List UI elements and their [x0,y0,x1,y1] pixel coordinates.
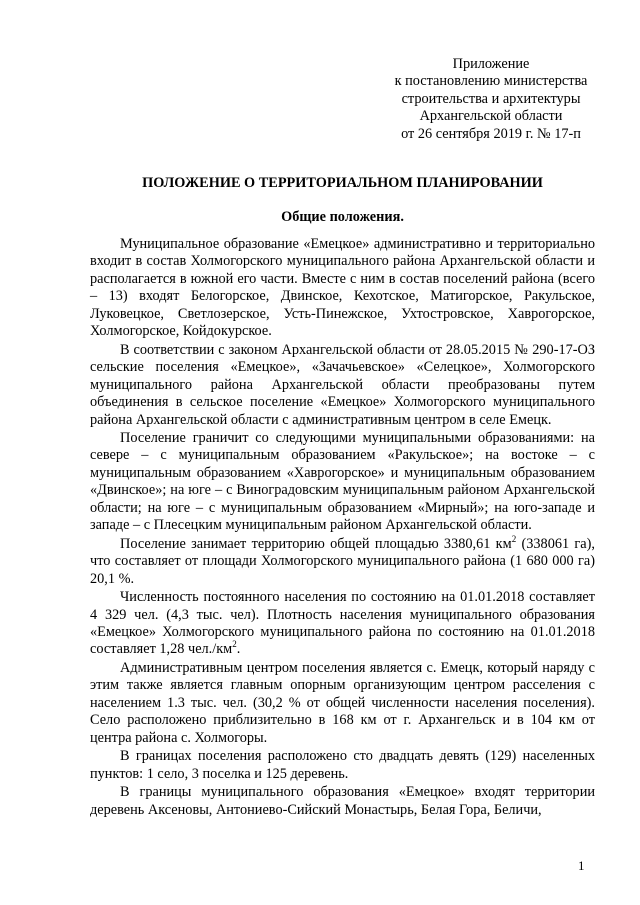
superscript: 2 [511,533,517,544]
appendix-line: Приложение [452,56,530,72]
paragraph: Муниципальное образование «Емецкое» административно и территориально входит в состав Холмогорского муниципального района Архангельской области и располагается в южной его части. Вместе с ним в состав поселений района (всего – 13) входят Белогорское, Двинское, Кехотское, Матигорское, Ракульское, Луковецкое, Светлозерское, Усть-Пинежское, Ухтостровское, Хаврогорское, Холмогорское, Койдокурское. [90,236,595,340]
paragraph: В границах поселения расположено сто двадцать девять (129) населенных пунктов: 1 село, 3 поселка и 125 деревень. [90,748,595,782]
document-title: ПОЛОЖЕНИЕ О ТЕРРИТОРИАЛЬНОМ ПЛАНИРОВАНИИ [142,175,543,191]
page-number: 1 [578,858,585,873]
section-heading: Общие положения. [281,209,404,225]
document-body [90,236,595,819]
paragraph: Административным центром поселения является с. Емецк, который наряду с этим также является главным опорным организующим центром расселения с населением 1.3 тыс. чел. (30,2 % от общей численности населения поселения). Село расположено приблизительно в 168 км от г. Архангельск и в 104 км от центра района с. Холмогоры. [90,659,595,746]
area-text: Поселение занимает территорию общей площадью 3380,61 км [120,535,512,552]
appendix-header [380,56,602,143]
paragraph-area [90,533,595,588]
population-text: Численность постоянного населения по состоянию на 01.01.2018 составляет 4 329 чел. (4,3 тыс. чел). Плотность населения муниципального образования «Емецкое» Холмогорского муниципального района по состоянию на 01.01.2018 составляет 1,28 чел./км [90,589,595,658]
paragraph: Поселение граничит со следующими муниципальными образованиями: на севере – с муниципальным образованием «Ракульское»; на востоке – с муниципальным образованием «Хаврогорское» и муниципальным образованием «Двинское»; на юге – с Виноградовским муниципальным районом Архангельской области; на юге – с муниципальным образованием «Мирный»; на юго-западе и западе – с Плесецким муниципальным районом Архангельской области. [90,429,595,534]
superscript: 2 [232,639,237,650]
paragraph: В границы муниципального образования «Емецкое» входят территории деревень Аксеновы, Антониево-Сийский Монастырь, Белая Гора, Беличи, [90,784,595,818]
paragraph-population [90,589,595,659]
appendix-line: Архангельской области [419,108,563,125]
appendix-line: от 26 сентября 2019 г. № 17-п [401,125,581,142]
area-text-cont: (338061 га), что составляет от площади Холмогорского муниципального района (1 680 000 га) 20,1 %. [90,535,595,587]
paragraph: В соответствии с законом Архангельской области от 28.05.2015 № 290-17-ОЗ сельские поселения «Емецкое», «Зачачьевское» «Селецкое», Холмогорского муниципального района Архангельской области преобразованы путем объединения в сельское поселение «Емецкое» Холмогорского муниципального района Архангельской области с административным центром в селе Емецк. [90,341,595,428]
population-text-cont: . [236,641,241,658]
appendix-line: строительства и архитектуры [401,90,581,107]
appendix-line: к постановлению министерства [394,73,588,90]
